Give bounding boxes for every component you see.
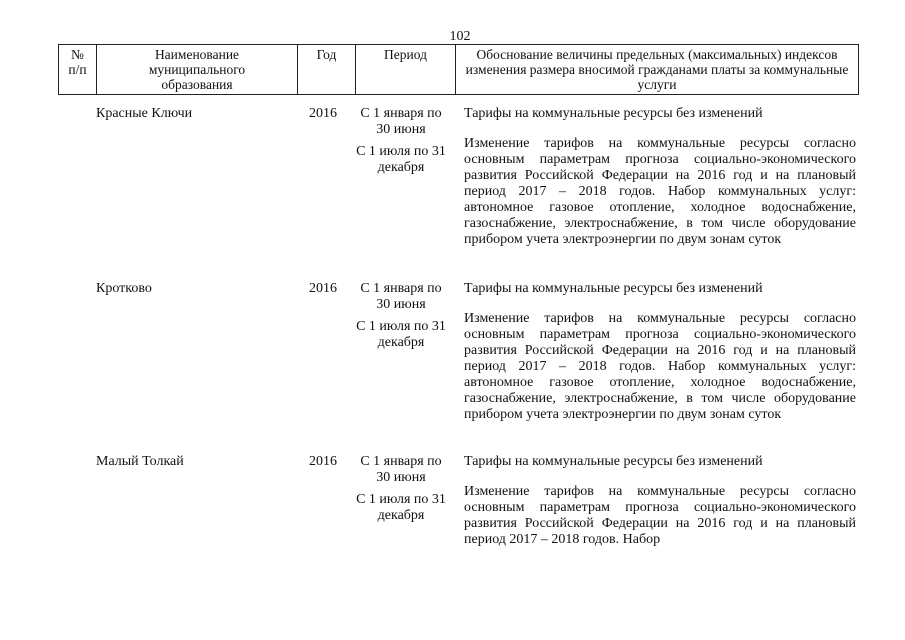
municipality-name: Кротково bbox=[96, 281, 152, 296]
period-second-half: С 1 июля по 31 декабря bbox=[356, 492, 446, 523]
period-second-half: С 1 июля по 31 декабря bbox=[356, 144, 446, 175]
table-header bbox=[58, 44, 859, 95]
header-year: Год bbox=[298, 45, 356, 95]
year-cell: 2016 bbox=[309, 281, 337, 296]
municipality-name: Малый Толкай bbox=[96, 454, 184, 469]
period-cell bbox=[355, 454, 447, 524]
period-second-half: С 1 июля по 31 декабря bbox=[356, 319, 446, 350]
year-cell: 2016 bbox=[309, 106, 337, 121]
justification-cell bbox=[464, 454, 856, 548]
header-justification: Обоснование величины предельных (максимальных) индексов изменения размера вносимой гражданами платы за коммунальные услуги bbox=[456, 45, 859, 95]
justification-cell bbox=[464, 281, 856, 423]
year-cell: 2016 bbox=[309, 454, 337, 469]
header-name: Наименование муниципального образования bbox=[97, 45, 298, 95]
header-number: № п/п bbox=[59, 45, 97, 95]
period-first-half: С 1 января по 30 июня bbox=[360, 281, 442, 312]
municipality-name: Красные Ключи bbox=[96, 106, 193, 121]
page-number: 102 bbox=[449, 29, 471, 44]
justification-cell bbox=[464, 106, 856, 248]
justification-second-half: Изменение тарифов на коммунальные ресурсы согласно основным параметрам прогноза социально-экономического развития Российской Федерации на 2016 год и на плановый период 2017 – 2018 годов. Набор коммунальных услуг: автономное газовое отопление, холодное водоснабжение, газоснабжение, электроснабжение, в том числе оборудование прибором учета электроэнергии по двум зонам суток bbox=[464, 311, 856, 422]
justification-first-half: Тарифы на коммунальные ресурсы без изменений bbox=[464, 106, 763, 121]
period-cell bbox=[355, 281, 447, 351]
period-first-half: С 1 января по 30 июня bbox=[360, 106, 442, 137]
justification-first-half: Тарифы на коммунальные ресурсы без изменений bbox=[464, 454, 763, 469]
justification-first-half: Тарифы на коммунальные ресурсы без изменений bbox=[464, 281, 763, 296]
period-cell bbox=[355, 106, 447, 176]
justification-second-half: Изменение тарифов на коммунальные ресурсы согласно основным параметрам прогноза социально-экономического развития Российской Федерации на 2016 год и на плановый период 2017 – 2018 годов. Набор bbox=[464, 484, 856, 547]
justification-second-half: Изменение тарифов на коммунальные ресурсы согласно основным параметрам прогноза социально-экономического развития Российской Федерации на 2016 год и на плановый период 2017 – 2018 годов. Набор коммунальных услуг: автономное газовое отопление, холодное водоснабжение, газоснабжение, электроснабжение, в том числе оборудование прибором учета электроэнергии по двум зонам суток bbox=[464, 136, 856, 247]
period-first-half: С 1 января по 30 июня bbox=[360, 454, 442, 485]
header-period: Период bbox=[356, 45, 456, 95]
